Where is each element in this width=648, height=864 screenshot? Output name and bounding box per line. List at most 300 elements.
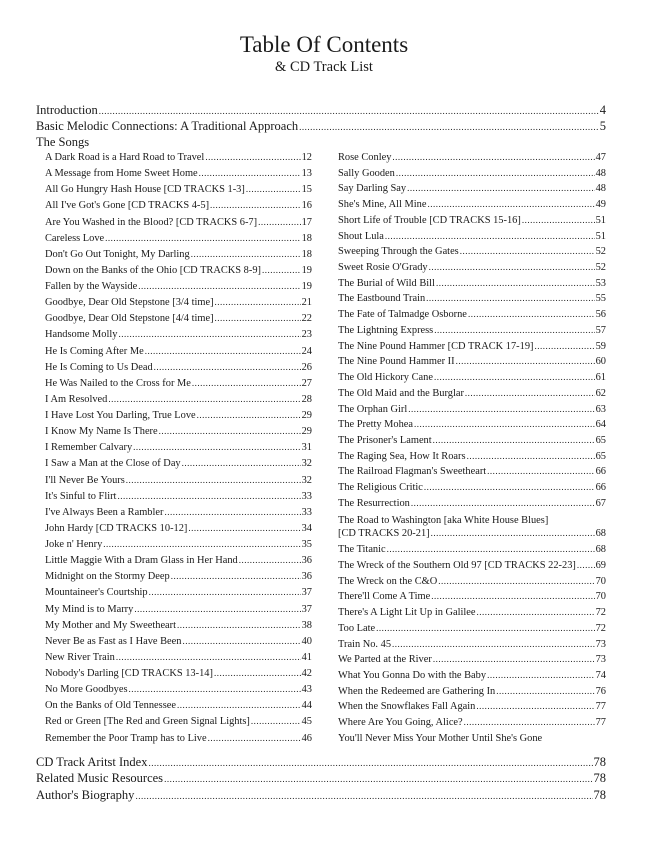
- entry-label: Don't Go Out Tonight, My Darling: [45, 248, 190, 260]
- dot-leader: [182, 458, 301, 468]
- dot-leader: [199, 168, 301, 178]
- song-entry[interactable]: [45, 281, 312, 292]
- entry-page: 51: [595, 214, 606, 226]
- dot-leader: [476, 701, 594, 711]
- entry-label: Joke n' Henry: [45, 539, 103, 550]
- song-entry[interactable]: [338, 686, 606, 697]
- entry-page: 53: [595, 277, 606, 289]
- dot-leader: [460, 246, 595, 256]
- entry-page: 46: [301, 732, 312, 744]
- song-entry[interactable]: [45, 362, 312, 373]
- song-entry[interactable]: [338, 231, 606, 242]
- dot-leader: [182, 636, 300, 646]
- entry-page: 72: [595, 607, 606, 619]
- entry-page: 12: [301, 152, 312, 163]
- entry-label: Little Maggie With a Dram Glass in Her Hand: [45, 555, 238, 567]
- dot-leader: [427, 199, 594, 209]
- entry-page: 52: [595, 262, 606, 274]
- entry-label: CD Track Aritst Index: [36, 755, 148, 769]
- entry-page: 29: [301, 410, 312, 421]
- song-entry[interactable]: [45, 507, 312, 518]
- entry-label: Sally Gooden: [338, 167, 395, 179]
- toc-entry-author-bio[interactable]: [36, 788, 606, 803]
- entry-label: Sweet Rosie O'Grady: [338, 262, 428, 274]
- entry-label: Goodbye, Dear Old Stepstone [4/4 time]: [45, 313, 214, 325]
- song-entry[interactable]: [338, 356, 606, 367]
- entry-page: 24: [301, 345, 312, 357]
- song-entry[interactable]: [338, 733, 606, 744]
- entry-page: 33: [301, 490, 312, 502]
- entry-label: No More Goodbyes: [45, 684, 128, 696]
- entry-page: 77: [595, 717, 606, 729]
- entry-page: 52: [595, 246, 606, 258]
- dot-leader: [468, 309, 595, 319]
- entry-label: All Go Hungry Hash House [CD TRACKS 1-3]: [45, 184, 245, 196]
- song-entry[interactable]: [45, 168, 312, 179]
- dot-leader: [262, 265, 301, 275]
- song-entry[interactable]: [45, 297, 312, 308]
- entry-label: The Pretty Mohea: [338, 419, 414, 431]
- entry-label: I Remember Calvary: [45, 442, 133, 454]
- song-entry[interactable]: [338, 388, 606, 399]
- entry-label-continued: [CD TRACKS 20-21]: [338, 527, 430, 539]
- dot-leader: [376, 623, 595, 633]
- entry-page: 4: [599, 103, 606, 117]
- entry-label: The Lightning Express: [338, 324, 434, 336]
- song-entry[interactable]: [338, 607, 606, 618]
- entry-label: New River Train: [45, 651, 115, 663]
- entry-label: The Nine Pound Hammer II: [338, 356, 455, 368]
- song-entry[interactable]: [45, 475, 312, 486]
- song-entry[interactable]: [338, 404, 606, 415]
- entry-label: Sweeping Through the Gates: [338, 246, 459, 258]
- dot-leader: [414, 419, 595, 429]
- dot-leader: [197, 410, 301, 420]
- dot-leader: [215, 313, 301, 323]
- song-entry[interactable]: [45, 426, 312, 437]
- song-entry[interactable]: [338, 309, 606, 320]
- dot-leader: [464, 717, 595, 727]
- page-title: Table Of Contents: [239, 32, 409, 57]
- dot-leader: [385, 231, 595, 241]
- entry-page: 42: [301, 668, 312, 679]
- entry-label: Careless Love: [45, 232, 105, 244]
- song-entry[interactable]: [338, 419, 606, 430]
- entry-label: The Road to Washington [aka White House Blues]: [338, 514, 549, 526]
- entry-label: Red or Green [The Red and Green Signal Lights]: [45, 716, 250, 728]
- song-entry[interactable]: [338, 576, 606, 587]
- song-entry[interactable]: [45, 313, 312, 324]
- entry-label: He Was Nailed to the Cross for Me: [45, 377, 191, 389]
- entry-page: 48: [595, 167, 606, 179]
- entry-page: 76: [595, 685, 606, 697]
- entry-page: 37: [301, 587, 312, 599]
- entry-page: 63: [595, 403, 606, 415]
- song-entry[interactable]: [45, 700, 312, 711]
- entry-page: 28: [301, 393, 312, 405]
- entry-page: 67: [595, 497, 606, 509]
- dot-leader: [208, 733, 301, 743]
- song-entry[interactable]: [338, 199, 606, 210]
- entry-label: I Have Lost You Darling, True Love: [45, 410, 196, 421]
- song-entry[interactable]: [45, 555, 312, 566]
- dot-leader: [436, 278, 595, 288]
- dot-leader: [118, 329, 300, 339]
- song-entry[interactable]: [45, 442, 312, 453]
- song-entry[interactable]: [338, 293, 606, 304]
- entry-label: He Is Coming After Me: [45, 345, 144, 357]
- dot-leader: [433, 435, 595, 445]
- dot-leader: [299, 122, 599, 132]
- song-entry[interactable]: [338, 514, 606, 540]
- song-entry[interactable]: [338, 278, 606, 289]
- dot-leader: [438, 576, 594, 586]
- entry-label: Remember the Poor Tramp has to Live: [45, 732, 207, 744]
- dot-leader: [487, 466, 594, 476]
- entry-page: 78: [593, 771, 606, 785]
- entry-page: 61: [595, 372, 606, 384]
- song-entry[interactable]: [45, 604, 312, 615]
- entry-page: 17: [301, 216, 312, 228]
- dot-leader: [117, 491, 300, 501]
- dot-leader: [134, 604, 300, 614]
- entry-label: Never Be as Fast as I Have Been: [45, 635, 182, 647]
- dot-leader: [534, 341, 594, 351]
- entry-page: 19: [301, 264, 312, 276]
- song-entry[interactable]: [45, 394, 312, 405]
- song-entry[interactable]: [45, 523, 312, 534]
- entry-label: The Old Hickory Cane: [338, 372, 433, 384]
- entry-page: 66: [595, 482, 606, 494]
- entry-page: 51: [595, 230, 606, 242]
- entry-page: 56: [595, 309, 606, 321]
- entry-label: I'll Never Be Yours: [45, 474, 125, 486]
- entry-label: Mountaineer's Courtship: [45, 587, 148, 599]
- song-entry[interactable]: [45, 587, 312, 598]
- entry-page: 68: [595, 544, 606, 556]
- entry-page: 5: [599, 119, 606, 133]
- song-entry[interactable]: [338, 701, 606, 712]
- song-entry[interactable]: [338, 466, 606, 477]
- entry-label: I've Always Been a Rambler: [45, 506, 164, 518]
- entry-label: The Nine Pound Hammer [CD TRACK 17-19]: [338, 340, 534, 352]
- entry-page: 60: [595, 356, 606, 368]
- dot-leader: [99, 106, 599, 116]
- song-entry[interactable]: [338, 262, 606, 273]
- dot-leader: [487, 670, 595, 680]
- entry-page: 23: [301, 329, 312, 341]
- dot-leader: [467, 451, 595, 461]
- entry-label: There'll Come A Time: [338, 591, 431, 603]
- toc-entry-related-resources[interactable]: [36, 771, 606, 786]
- song-entry[interactable]: [45, 410, 312, 421]
- dot-leader: [522, 215, 595, 225]
- entry-page: 57: [595, 324, 606, 336]
- song-entry[interactable]: [45, 539, 312, 550]
- dot-leader: [392, 152, 594, 162]
- dot-leader: [408, 404, 594, 414]
- entry-label: I Saw a Man at the Close of Day: [45, 458, 181, 470]
- song-entry[interactable]: [45, 620, 312, 631]
- song-entry[interactable]: [45, 217, 312, 228]
- song-entry[interactable]: [338, 183, 606, 194]
- entry-label: You'll Never Miss Your Mother Until She's Gone: [338, 732, 543, 744]
- songs-heading: The Songs: [36, 135, 90, 149]
- entry-page: 65: [595, 434, 606, 446]
- dot-leader: [215, 297, 301, 307]
- entry-label: The Eastbound Train: [338, 293, 426, 305]
- song-entry[interactable]: [338, 654, 606, 665]
- song-entry[interactable]: [338, 246, 606, 257]
- entry-label: All I've Got's Gone [CD TRACKS 4-5]: [45, 200, 210, 212]
- entry-label: John Hardy [CD TRACKS 10-12]: [45, 522, 188, 534]
- entry-label: The Burial of Wild Bill: [338, 277, 435, 289]
- dot-leader: [191, 249, 301, 259]
- dot-leader: [387, 544, 595, 554]
- entry-label: The Prisoner's Lament: [338, 434, 432, 446]
- song-entry[interactable]: [338, 152, 606, 163]
- entry-page: 74: [595, 670, 606, 681]
- entry-page: 77: [595, 701, 606, 713]
- song-entry[interactable]: [338, 639, 606, 650]
- song-entry[interactable]: [338, 670, 606, 681]
- entry-label: Basic Melodic Connections: A Traditional Approach: [36, 119, 299, 133]
- entry-label: Shout Lula: [338, 230, 384, 242]
- song-entry[interactable]: [45, 200, 312, 211]
- entry-label: It's Sinful to Flirt: [45, 490, 117, 502]
- entry-label: We Parted at the River: [338, 654, 432, 666]
- song-entry[interactable]: [45, 684, 312, 695]
- entry-label: My Mind is to Marry: [45, 603, 134, 615]
- song-entry[interactable]: [45, 378, 312, 389]
- entry-page: 32: [301, 458, 312, 470]
- entry-label: I Know My Name Is There: [45, 426, 158, 438]
- entry-label: The Wreck of the Southern Old 97 [CD TRACKS 22-23]: [338, 559, 576, 571]
- dot-leader: [434, 372, 595, 382]
- entry-page: 37: [301, 603, 312, 615]
- dot-leader: [188, 523, 300, 533]
- entry-page: 22: [301, 313, 312, 325]
- entry-label: On the Banks of Old Tennessee: [45, 700, 176, 712]
- dot-leader: [135, 791, 592, 801]
- entry-label: There's A Light Lit Up in Galilee: [338, 607, 476, 619]
- entry-page: 21: [301, 297, 312, 309]
- dot-leader: [177, 700, 301, 710]
- songs-column-right: [338, 152, 606, 744]
- song-entry[interactable]: [45, 636, 312, 647]
- dot-leader: [108, 394, 300, 404]
- entry-page: 43: [301, 684, 312, 696]
- dot-leader: [210, 200, 301, 210]
- dot-leader: [392, 639, 595, 649]
- entry-page: 49: [595, 199, 606, 211]
- entry-label: The Old Maid and the Burglar: [338, 387, 464, 399]
- dot-leader: [164, 507, 300, 517]
- song-entry[interactable]: [45, 346, 312, 357]
- dot-leader: [129, 684, 301, 694]
- dot-leader: [433, 654, 595, 664]
- page-subtitle: & CD Track List: [275, 59, 373, 75]
- entry-page: 18: [301, 248, 312, 260]
- entry-label: Fallen by the Wayside: [45, 281, 138, 292]
- song-entry[interactable]: [338, 341, 606, 352]
- entry-page: 18: [301, 232, 312, 244]
- song-entry[interactable]: [338, 591, 606, 602]
- entry-page: 34: [301, 522, 312, 534]
- entry-page: 45: [301, 716, 312, 728]
- entry-label: A Message from Home Sweet Home: [45, 168, 198, 180]
- dot-leader: [426, 293, 594, 303]
- entry-label: The Fate of Talmadge Osborne: [338, 309, 467, 321]
- dot-leader: [477, 607, 595, 617]
- song-entry[interactable]: [45, 458, 312, 469]
- entry-label: She's Mine, All Mine: [338, 199, 427, 211]
- entry-label: Say Darling Say: [338, 183, 407, 195]
- dot-leader: [465, 388, 595, 398]
- dot-leader: [105, 233, 300, 243]
- song-entry[interactable]: [45, 652, 312, 663]
- entry-label: Goodbye, Dear Old Stepstone [3/4 time]: [45, 297, 214, 309]
- entry-label: The Railroad Flagman's Sweetheart: [338, 466, 487, 478]
- entry-label: Too Late: [338, 622, 376, 634]
- dot-leader: [424, 482, 595, 492]
- entry-page: 16: [301, 200, 312, 212]
- song-entry[interactable]: [45, 571, 312, 582]
- song-entry[interactable]: [338, 372, 606, 383]
- dot-leader: [258, 217, 301, 227]
- dot-leader: [246, 184, 301, 194]
- dot-leader: [577, 560, 595, 570]
- entry-label: When the Redeemed are Gathering In: [338, 685, 496, 697]
- toc-entry-cd-track-index[interactable]: [36, 755, 606, 770]
- song-entry[interactable]: [338, 717, 606, 728]
- toc-entry-introduction[interactable]: [36, 103, 606, 118]
- entry-label: Down on the Banks of the Ohio [CD TRACKS 8-9]: [45, 264, 261, 276]
- song-entry[interactable]: [338, 215, 606, 226]
- entry-label: Midnight on the Stormy Deep: [45, 571, 170, 583]
- dot-leader: [133, 442, 300, 452]
- entry-page: 78: [593, 788, 606, 802]
- song-entry[interactable]: [338, 544, 606, 555]
- entry-page: 29: [301, 426, 312, 438]
- song-entry[interactable]: [338, 560, 606, 571]
- dot-leader: [251, 716, 301, 726]
- entry-label: The Resurrection: [338, 497, 410, 509]
- entry-page: 41: [301, 651, 312, 663]
- entry-line: [338, 527, 606, 540]
- dot-leader: [154, 362, 301, 372]
- song-entry[interactable]: [45, 668, 312, 679]
- entry-page: 36: [301, 555, 312, 567]
- dot-leader: [431, 527, 595, 540]
- song-entry[interactable]: [338, 623, 606, 634]
- entry-page: 48: [595, 183, 606, 195]
- entry-label: When the Snowflakes Fall Again: [338, 701, 476, 713]
- entry-page: 72: [595, 622, 606, 634]
- dot-leader: [126, 475, 301, 485]
- entry-page: 66: [595, 466, 606, 478]
- dot-leader: [138, 281, 300, 291]
- song-entry[interactable]: [338, 325, 606, 336]
- entry-label: I Am Resolved: [45, 393, 108, 405]
- song-entry[interactable]: [45, 249, 312, 260]
- song-entry[interactable]: [45, 716, 312, 727]
- entry-page: 38: [301, 619, 312, 631]
- dot-leader: [145, 346, 301, 356]
- entry-label: The Wreck on the C&O: [338, 575, 438, 587]
- dot-leader: [396, 168, 595, 178]
- entry-page: 33: [301, 506, 312, 518]
- dot-leader: [205, 152, 300, 162]
- song-entry[interactable]: [45, 733, 312, 744]
- dot-leader: [148, 758, 592, 768]
- entry-label: Handsome Molly: [45, 329, 118, 341]
- entry-page: 78: [593, 755, 606, 769]
- dot-leader: [429, 262, 595, 272]
- song-entry[interactable]: [338, 482, 606, 493]
- entry-page: 64: [595, 419, 606, 431]
- song-entry[interactable]: [45, 184, 312, 195]
- entry-label: Where Are You Going, Alice?: [338, 717, 463, 729]
- dot-leader: [434, 325, 594, 335]
- song-entry[interactable]: [45, 233, 312, 244]
- entry-label: He Is Coming to Us Dead: [45, 361, 153, 373]
- entry-page: 32: [301, 474, 312, 486]
- entry-label: My Mother and My Sweetheart: [45, 619, 177, 631]
- song-entry[interactable]: [338, 498, 606, 509]
- entry-label: Rose Conley: [338, 152, 392, 163]
- entry-page: 40: [301, 635, 312, 647]
- dot-leader: [239, 555, 301, 565]
- dot-leader: [159, 426, 301, 436]
- dot-leader: [177, 620, 301, 630]
- dot-leader: [407, 183, 595, 193]
- dot-leader: [456, 356, 595, 366]
- entry-label: Short Life of Trouble [CD TRACKS 15-16]: [338, 214, 521, 226]
- entry-page: 47: [595, 152, 606, 163]
- song-entry[interactable]: [45, 491, 312, 502]
- entry-label: What You Gonna Do with the Baby: [338, 670, 487, 681]
- entry-page: 19: [301, 281, 312, 292]
- entry-page: 62: [595, 387, 606, 399]
- entry-label: Are You Washed in the Blood? [CD TRACKS 6-7]: [45, 216, 258, 228]
- entry-label: A Dark Road is a Hard Road to Travel: [45, 152, 205, 163]
- entry-page: 59: [595, 340, 606, 352]
- song-entry[interactable]: [45, 265, 312, 276]
- entry-page: 73: [595, 654, 606, 666]
- entry-page: 31: [301, 442, 312, 454]
- song-entry[interactable]: [338, 435, 606, 446]
- entry-label: The Titanic: [338, 544, 386, 556]
- entry-page: 13: [301, 168, 312, 180]
- dot-leader: [496, 686, 594, 696]
- dot-leader: [192, 378, 301, 388]
- song-entry[interactable]: [45, 329, 312, 340]
- entry-page: 15: [301, 184, 312, 196]
- entry-page: 73: [595, 638, 606, 650]
- dot-leader: [411, 498, 595, 508]
- song-entry[interactable]: [45, 152, 312, 163]
- entry-label: Train No. 45: [338, 638, 392, 650]
- dot-leader: [103, 539, 300, 549]
- toc-entry-basic-melodic[interactable]: [36, 119, 606, 134]
- entry-label: Introduction: [36, 103, 98, 117]
- song-entry[interactable]: [338, 451, 606, 462]
- entry-label: Author's Biography: [36, 788, 135, 802]
- song-entry[interactable]: [338, 168, 606, 179]
- entry-page: 55: [595, 293, 606, 305]
- dot-leader: [164, 774, 592, 784]
